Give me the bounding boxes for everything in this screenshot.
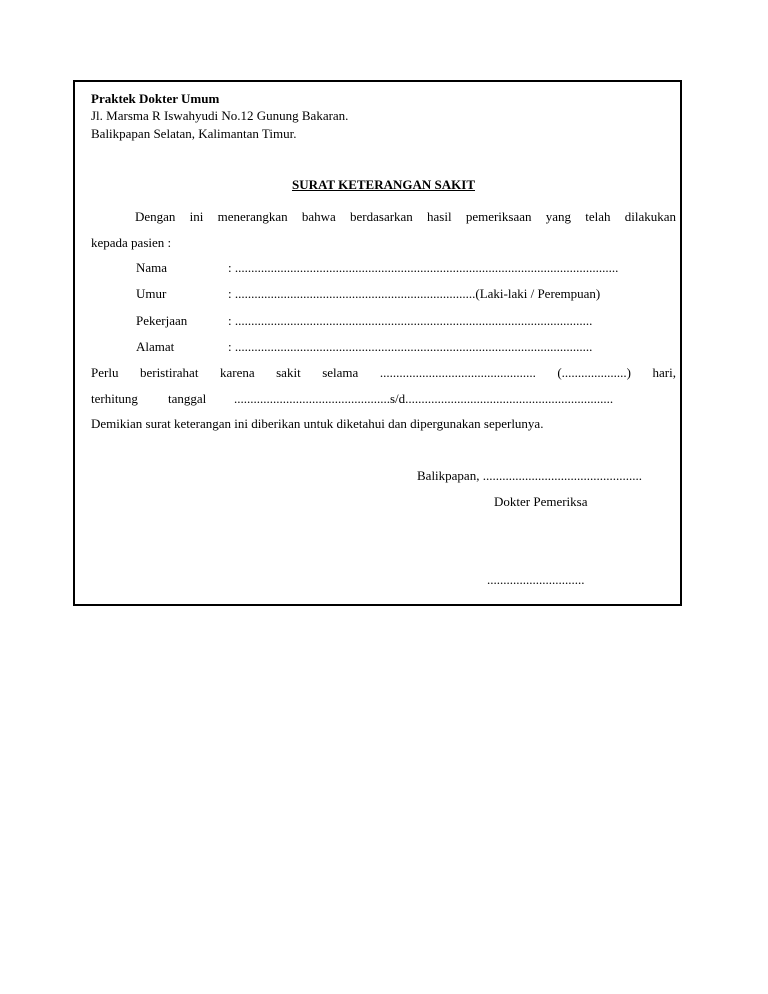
field-label-alamat: Alamat <box>136 339 175 354</box>
rest-period-dates: ................................................s/d................................................................ <box>234 391 614 406</box>
rest-period-line-1: Perlu beristirahat karena sakit selama ................................................ (....................) hari, <box>91 365 676 380</box>
field-value-alamat: : .............................................................................................................. <box>228 339 593 354</box>
address-line-2: Balikpapan Selatan, Kalimantan Timur. <box>91 126 297 141</box>
field-value-pekerjaan: : .............................................................................................................. <box>228 313 593 328</box>
document-title: SURAT KETERANGAN SAKIT <box>291 177 475 192</box>
field-value-nama: : ...................................................................................................................... <box>228 260 619 275</box>
intro-line-2: kepada pasien : <box>91 235 172 250</box>
field-label-umur: Umur <box>136 286 167 301</box>
intro-line-1: Dengan ini menerangkan bahwa berdasarkan hasil pemeriksaan yang telah dilakukan <box>135 209 676 224</box>
rest-period-word-terhitung: terhitung <box>91 391 138 406</box>
closing-statement: Demikian surat keterangan ini diberikan untuk diketahui dan dipergunakan seperlunya. <box>91 416 544 431</box>
signature-role: Dokter Pemeriksa <box>494 494 588 509</box>
field-label-nama: Nama <box>136 260 168 275</box>
clinic-name: Praktek Dokter Umum <box>91 91 220 106</box>
rest-period-word-tanggal: tanggal <box>168 391 207 406</box>
signature-name-line: .............................. <box>487 572 585 587</box>
field-value-umur: : ..........................................................................(Laki-laki / Perempuan) <box>228 286 601 301</box>
address-line-1: Jl. Marsma R Iswahyudi No.12 Gunung Bakaran. <box>91 108 349 123</box>
signature-place-date: Balikpapan, ................................................. <box>417 468 642 483</box>
field-label-pekerjaan: Pekerjaan <box>136 313 188 328</box>
